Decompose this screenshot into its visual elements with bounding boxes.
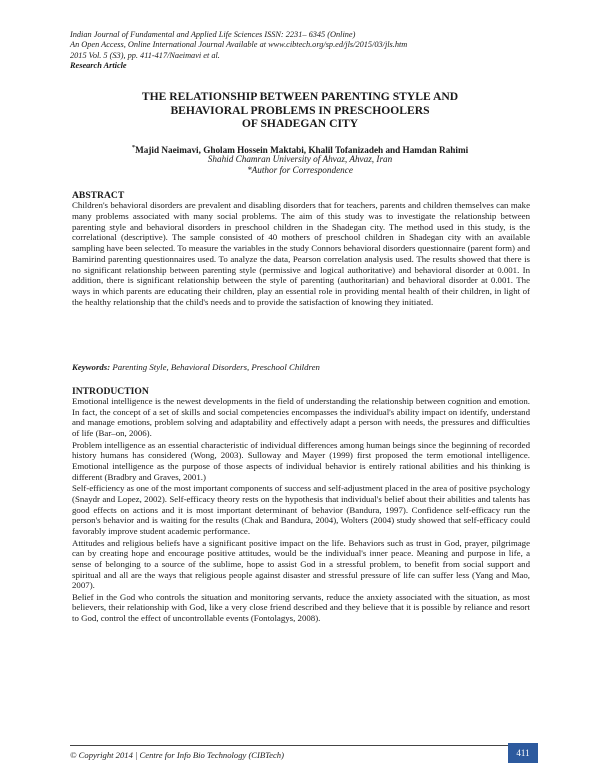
journal-volume-line: 2015 Vol. 5 (S3), pp. 411-417/Naeimavi et al. bbox=[70, 50, 220, 60]
journal-name-line: Indian Journal of Fundamental and Applied Life Sciences ISSN: 2231– 6345 (Online) bbox=[70, 30, 356, 39]
article-title bbox=[70, 90, 530, 131]
affiliation-text: Shahid Chamran University of Ahvaz, Ahvaz, Iran bbox=[207, 154, 393, 164]
journal-url-line: An Open Access, Online International Journal Available at www.cibtech.org/sp.ed/jls/2015/03/jls.htm bbox=[70, 40, 408, 50]
intro-paragraph: Problem intelligence as an essential characteristic of individual differences among human beings since the beginning of recorded history humans has considered (Wong, 2003). Sulloway and Mayer (1999) first proposed the term emotional intelligence. Emotional intelligence as the purpose of those aspects of individual behavior is entirely rational abilities and his thinking is different (Bradbry and Graves, 2001.) bbox=[72, 439, 530, 482]
author-names: Majid Naeimavi, Gholam Hossein Maktabi, Khalil Tofanizadeh and Hamdan Rahimi bbox=[135, 145, 469, 156]
abstract-body: Children's behavioral disorders are prevalent and disabling disorders that for teachers, parents and children themselves can make many problems associated with many social problems. The aim of this study was to investigate the relationship between parenting style and behavioral disorders in preschool children in the Shadegan city. The method used in this study, is the correlational (descriptive). The sample consisted of 40 mothers of preschool children in Shadegan city with an available sampling have been selected. To measure the variables in the study Connors behavioral disorders questionnaire (parent form) and Bamirind parenting questionnaires used. To analyze the data, Pearson correlation analysis used. The results showed that there is no significant relationship between parenting style (permissive and logical authoritative) and behavioral disorder at 0.001. In addition, there is significant relationship between the style of parenting (authoritarian) and behavioral disorder at 0.001. The ways in which parents are educating their children, play an essential role in providing mental health of their children, in light of the healthy relationship that the child's needs and to provide the satisfaction of knowing they initiated. bbox=[72, 200, 530, 307]
intro-paragraph: Self-efficiency as one of the most important components of success and self-adjustment placed in the area of positive psychology (Snaydr and Lopez, 2002). Self-efficacy theory rests on the hypothesis that individual's belief about their abilities and talents has good effects on actions and it is most important determinant of behavior (Bandura, 1997). Confidence self-efficacy run the person's behavior and is waiting for the results (Chak and Bandura, 2004), Wolters (2004) study showed that self-efficacy could favorably improve student academic performance. bbox=[72, 483, 530, 536]
keywords-line bbox=[72, 362, 530, 372]
correspondence-note: *Author for Correspondence bbox=[247, 165, 353, 176]
keywords-label: Keywords: bbox=[72, 362, 111, 372]
intro-paragraph: Attitudes and religious beliefs have a significant positive impact on the life. Behaviors such as trust in God, prayer, pilgrimage can by creating hope and encourage positive attitudes, would be the individual's inner peace. Meaning and purpose in life, a sense of belonging to a source of the sublime, hope to assist God in a stressful problem, to benefit from social support and spiritual and all are the ways that religious people against disaster and stressful pressure of life can suffer less (Yang and Mao, 2007). bbox=[72, 537, 530, 591]
author-asterisk: * bbox=[131, 144, 136, 151]
journal-header bbox=[70, 30, 540, 72]
title-line-3: OF SHADEGAN CITY bbox=[241, 117, 359, 131]
article-type-label: Research Article bbox=[70, 61, 127, 71]
keywords-text: Parenting Style, Behavioral Disorders, Preschool Children bbox=[110, 362, 320, 372]
introduction-heading: INTRODUCTION bbox=[72, 386, 149, 397]
footer-divider bbox=[70, 745, 536, 746]
intro-paragraph: Belief in the God who controls the situation and monitoring servants, reduce the anxiety associated with the situation, as most believers, their relationship with God, like a very close friend described and they believe that it is possible by reliance and resort to God, control the effect of uncontrollable events (Fontolagys, 2008). bbox=[72, 591, 530, 624]
introduction-body bbox=[72, 396, 530, 625]
page-number-badge: 411 bbox=[508, 743, 538, 763]
copyright-notice: © Copyright 2014 | Centre for Info Bio Technology (CIBTech) bbox=[70, 750, 284, 760]
author-affiliation bbox=[70, 154, 530, 177]
title-line-1: THE RELATIONSHIP BETWEEN PARENTING STYLE AND bbox=[141, 90, 459, 103]
abstract-heading: ABSTRACT bbox=[72, 190, 125, 201]
title-line-2: BEHAVIORAL PROBLEMS IN PRESCHOOLERS bbox=[170, 103, 430, 117]
intro-paragraph: Emotional intelligence is the newest developments in the field of understanding the relationship between cognition and emotion. In fact, the concept of a set of skills and social competencies encompasses the individual's ability impact on identify, understand and manage emotions, problem solving and adaptability and effectively adapt a person with needs, the pressures and difficulties of life (Bar–on, 2006). bbox=[72, 396, 530, 438]
